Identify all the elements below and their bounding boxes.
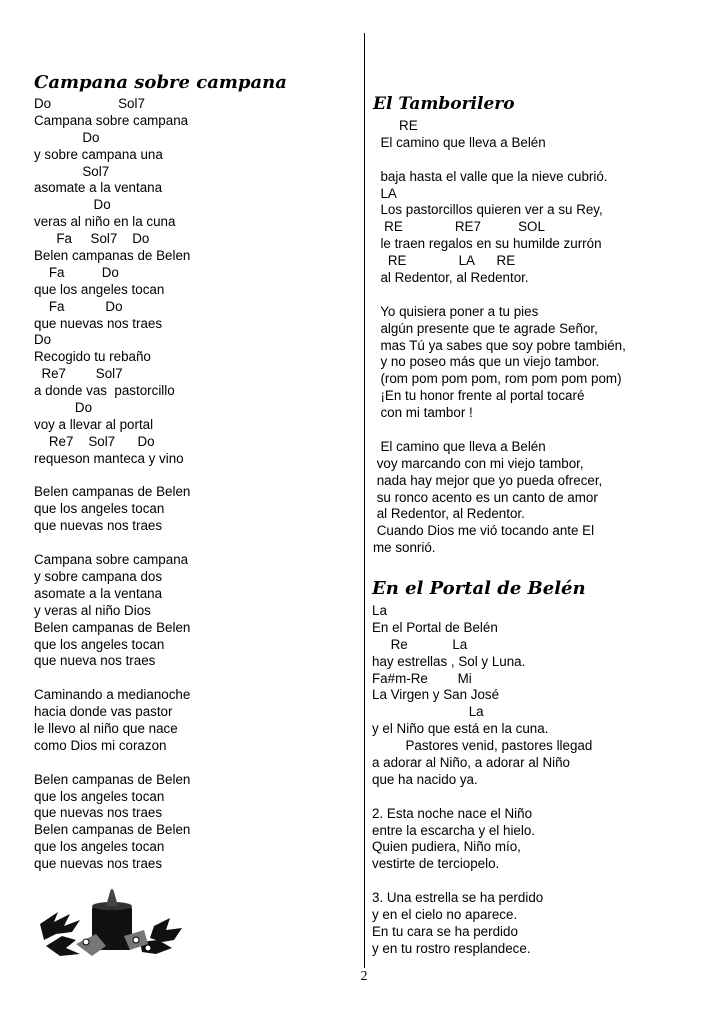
lyric-line: Campana sobre campana (34, 552, 189, 568)
lyric-line: que los angeles tocan (34, 281, 165, 297)
lyric-line: Fa Do (34, 298, 123, 314)
lyric-line: entre la escarcha y el hielo. (372, 822, 536, 838)
lyric-line: La Virgen y San José (372, 687, 500, 703)
lyric-line: 3. Una estrella se ha perdido (372, 890, 544, 906)
lyric-line: que los angeles tocan (34, 501, 165, 517)
lyric-line: y el Niño que está en la cuna. (372, 721, 549, 737)
lyric-line: Sol7 (34, 163, 110, 179)
lyric-line: algún presente que te agrade Señor, (373, 320, 598, 336)
lyric-line: Campana sobre campana (34, 112, 189, 128)
lyric-line: me sonrió. (373, 540, 436, 556)
lyric-line (34, 535, 190, 552)
lyric-line: que nuevas nos traes (34, 315, 163, 331)
lyric-line: veras al niño en la cuna (34, 214, 176, 230)
lyric-line: voy marcando con mi viejo tambor, (373, 455, 584, 471)
song2-title: El Tamborilero (373, 94, 515, 114)
lyric-line: Pastores venid, pastores llegad (372, 738, 593, 754)
lyric-line: a adorar al Niño, a adorar al Niño (372, 755, 570, 771)
lyric-line: que los angeles tocan (34, 636, 165, 652)
song1-title: Campana sobre campana (34, 72, 287, 93)
lyric-line: que nuevas nos traes (34, 856, 163, 872)
lyric-line (372, 789, 592, 806)
lyric-line (372, 873, 592, 890)
lyric-line: La (372, 603, 387, 618)
lyric-line (34, 755, 190, 772)
lyric-line (373, 152, 626, 169)
lyric-line: Do Sol7 (34, 96, 145, 111)
lyric-line: El camino que lleva a Belén (373, 438, 546, 454)
lyric-line: Do (34, 129, 100, 145)
lyric-line: Re7 Sol7 Do (34, 433, 155, 449)
lyric-line: Do (34, 332, 52, 348)
lyric-line: hay estrellas , Sol y Luna. (372, 653, 526, 669)
lyric-line: RE (373, 118, 418, 133)
lyric-line (373, 287, 626, 304)
lyric-line: que nueva nos traes (34, 653, 156, 669)
lyric-line: a donde vas pastorcillo (34, 383, 175, 399)
lyric-line: vestirte de terciopelo. (372, 856, 500, 872)
lyric-line: Belen campanas de Belen (34, 822, 191, 838)
lyric-line: como Dios mi corazon (34, 737, 167, 753)
lyric-line (34, 468, 190, 485)
song3-title: En el Portal de Belén (372, 578, 586, 599)
lyric-line: le traen regalos en su humilde zurrón (373, 236, 602, 252)
lyric-line (373, 422, 626, 439)
lyric-line: Belen campanas de Belen (34, 619, 191, 635)
lyric-line: y sobre campana dos (34, 568, 163, 584)
song2-lyrics (373, 118, 626, 557)
lyric-line: Caminando a medianoche (34, 687, 191, 703)
lyric-line: con mi tambor ! (373, 405, 473, 421)
lyric-line: Belen campanas de Belen (34, 484, 191, 500)
lyric-line: Re7 Sol7 (34, 366, 123, 382)
lyric-line: asomate a la ventana (34, 585, 163, 601)
lyric-line: Belen campanas de Belen (34, 771, 191, 787)
lyric-line: voy a llevar al portal (34, 416, 154, 432)
lyric-line: y en tu rostro resplandece. (372, 940, 531, 956)
lyric-line: hacia donde vas pastor (34, 704, 173, 720)
lyric-line: La (372, 704, 484, 720)
lyric-line: Do (34, 197, 111, 213)
lyric-line: Recogido tu rebaño (34, 349, 151, 365)
lyric-line: Fa Do (34, 264, 119, 280)
lyric-line: que los angeles tocan (34, 788, 165, 804)
lyric-line: y en el cielo no aparece. (372, 907, 518, 923)
lyric-line: Los pastorcillos quieren ver a su Rey, (373, 202, 603, 218)
lyric-line: y veras al niño Dios (34, 602, 151, 618)
lyric-line: nada hay mejor que yo pueda ofrecer, (373, 472, 603, 488)
lyric-line: le llevo al niño que nace (34, 720, 178, 736)
lyric-line: requeson manteca y vino (34, 450, 184, 466)
song3-lyrics (372, 603, 592, 958)
christmas-candle-ornament-icon (36, 884, 186, 964)
lyric-line: y no poseo más que un viejo tambor. (373, 354, 600, 370)
lyric-line: Do (34, 400, 93, 416)
lyric-line: asomate a la ventana (34, 180, 163, 196)
lyric-line: (rom pom pom pom, rom pom pom pom) (373, 371, 622, 387)
lyric-line: Fa#m-Re Mi (372, 670, 472, 686)
lyric-line: LA (373, 185, 397, 201)
lyric-line: En el Portal de Belén (372, 619, 498, 635)
lyric-line: RE RE7 SOL (373, 219, 545, 235)
column-divider (364, 33, 365, 968)
lyric-line: RE LA RE (373, 253, 516, 269)
lyric-line (34, 670, 190, 687)
lyric-line: ¡En tu honor frente al portal tocaré (373, 388, 585, 404)
lyric-line: Fa Sol7 Do (34, 231, 150, 247)
lyric-line: Quien pudiera, Niño mío, (372, 839, 521, 855)
page-number: 2 (360, 969, 368, 984)
lyric-line: En tu cara se ha perdido (372, 923, 518, 939)
lyric-line: que los angeles tocan (34, 839, 165, 855)
lyric-line: al Redentor, al Redentor. (373, 270, 529, 286)
lyric-line: Yo quisiera poner a tu pies (373, 303, 539, 319)
lyric-line: Belen campanas de Belen (34, 248, 191, 264)
lyric-line: mas Tú ya sabes que soy pobre también, (373, 337, 626, 353)
lyric-line: Cuando Dios me vió tocando ante El (373, 523, 595, 539)
song1-lyrics (34, 96, 190, 873)
lyric-line: su ronco acento es un canto de amor (373, 489, 598, 505)
lyric-line: que nuevas nos traes (34, 518, 163, 534)
lyric-line: baja hasta el valle que la nieve cubrió. (373, 168, 608, 184)
lyric-line: El camino que lleva a Belén (373, 134, 546, 150)
lyric-line: que ha nacido ya. (372, 771, 478, 787)
lyric-line: Re La (372, 636, 468, 652)
lyric-line: que nuevas nos traes (34, 805, 163, 821)
lyric-line: 2. Esta noche nace el Niño (372, 805, 533, 821)
lyric-line: al Redentor, al Redentor. (373, 506, 525, 522)
lyric-line: y sobre campana una (34, 146, 163, 162)
